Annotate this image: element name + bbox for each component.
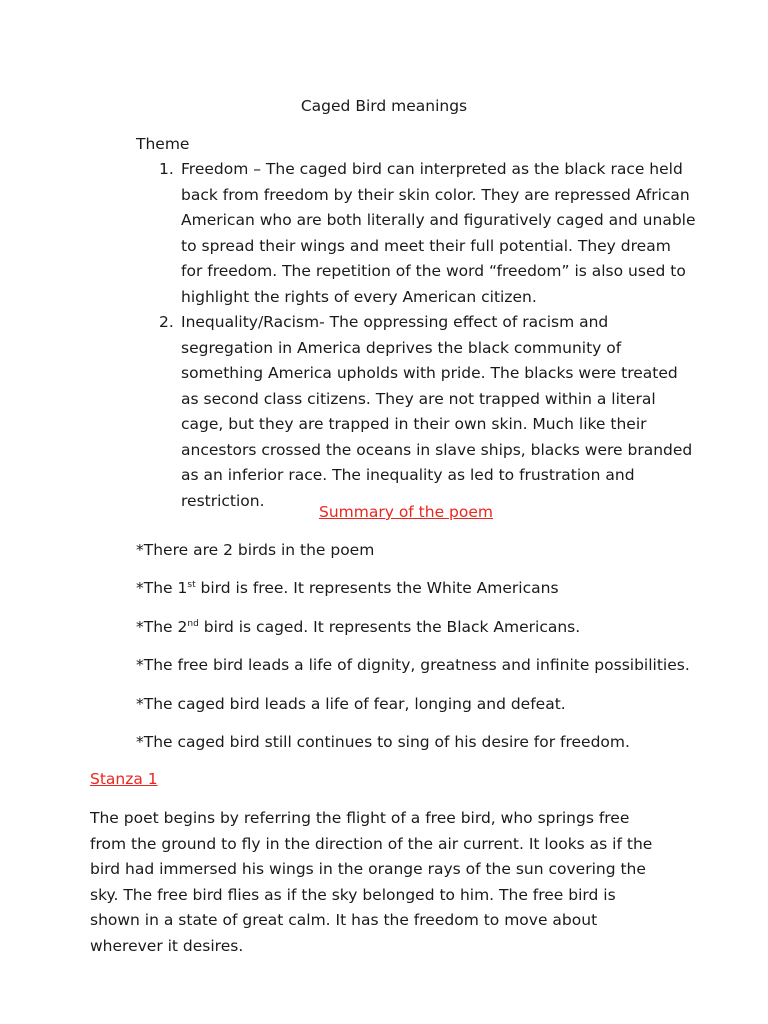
theme-heading: Theme: [136, 135, 190, 153]
document-title: Caged Bird meanings: [300, 97, 468, 115]
summary-heading: Summary of the poem: [318, 503, 494, 521]
summary-item: *The caged bird leads a life of fear, longing and defeat.: [136, 694, 566, 713]
list-number: 2.: [159, 313, 174, 331]
summary-text: *The 2: [136, 617, 188, 636]
summary-item: [136, 577, 736, 615]
summary-item: *There are 2 birds in the poem: [136, 541, 375, 559]
list-number: 1.: [159, 160, 174, 178]
summary-item: *The caged bird still continues to sing of his desire for freedom.: [136, 732, 630, 751]
summary-text: bird is caged. It represents the Black Americans.: [198, 617, 581, 636]
superscript: st: [187, 580, 196, 591]
summary-text: *The 1: [136, 579, 188, 598]
theme-list: [136, 157, 696, 514]
theme-item-text: Freedom – The caged bird can interpreted as the black race held back from freedom by their skin color. They are repressed African American who are both literally and figuratively caged and unable to spread their wings and meet their full potential. They dream for freedom. The repetition of the word “freedom” is also used to highlight the rights of every American citizen.: [181, 160, 696, 306]
theme-item-text: Inequality/Racism- The oppressing effect of racism and segregation in America deprives the black community of something America upholds with pride. The blacks were treated as second class citizens. They are not trapped within a literal cage, but they are trapped in their own skin. Much like their ancestors crossed the oceans in slave ships, blacks were branded as an inferior race. The inequality as led to frustration and restriction.: [181, 313, 693, 510]
superscript: nd: [187, 618, 199, 629]
summary-list: [136, 539, 736, 769]
theme-item-freedom: [136, 157, 696, 310]
stanza-1-paragraph: The poet begins by referring the flight of a free bird, who springs free from the ground to fly in the direction of the air current. It looks as if the bird had immersed his wings in the orange rays of the sun covering the sky. The free bird flies as if the sky belonged to him. The free bird is shown in a state of great calm. It has the freedom to move about wherever it desires.: [90, 809, 653, 955]
summary-item: *The free bird leads a life of dignity, greatness and infinite possibilities.: [136, 656, 690, 675]
theme-item-inequality: [136, 310, 696, 514]
summary-text: bird is free. It represents the White Americans: [195, 579, 559, 598]
stanza-1-heading: Stanza 1: [90, 770, 158, 788]
summary-item: [136, 616, 736, 654]
